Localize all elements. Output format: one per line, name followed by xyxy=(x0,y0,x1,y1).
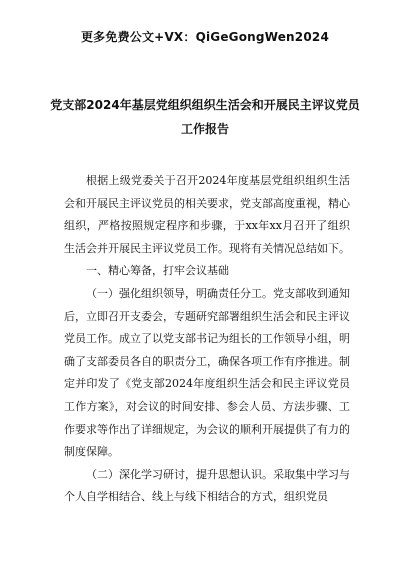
document-header: 更多免费公文+VX：QiGeGongWen2024 xyxy=(80,30,329,44)
document-title-line-2: 工作报告 xyxy=(180,122,229,136)
document-body xyxy=(64,170,350,509)
paragraph-subsection-2: （二）深化学习研讨，提升思想认识。采取集中学习与个人自学相结合、线上与线下相结合的方式，组织党员 xyxy=(64,467,350,504)
document-title-line-1: 党支部2024年基层党组织组织生活会和开展民主评议党员 xyxy=(50,98,360,112)
paragraph-subsection-1: （一）强化组织领导，明确责任分工。党支部收到通知后，立即召开支委会，专题研究部署组织生活会和民主评议党员工作。成立了以党支部书记为组长的工作领导小组，明确了支部委员各自的职责分工，确保各项工作有序推进。制定并印发了《党支部2024年度组织生活会和民主评议党员工作方案》，对会议的时间安排、参会人员、方法步骤、工作要求等作出了详细规定，为会议的顺利开展提供了有力的制度保障。 xyxy=(64,286,350,459)
paragraph-intro: 根据上级党委关于召开2024年度基层党组织组织生活会和开展民主评议党员的相关要求，党支部高度重视，精心组织，严格按照规定程序和步骤，于xx年xx月召开了组织生活会并开展民主评议党员工作。现将有关情况总结如下。 xyxy=(64,174,350,255)
section-heading-1: 一、精心筹备，打牢会议基础 xyxy=(86,264,229,278)
